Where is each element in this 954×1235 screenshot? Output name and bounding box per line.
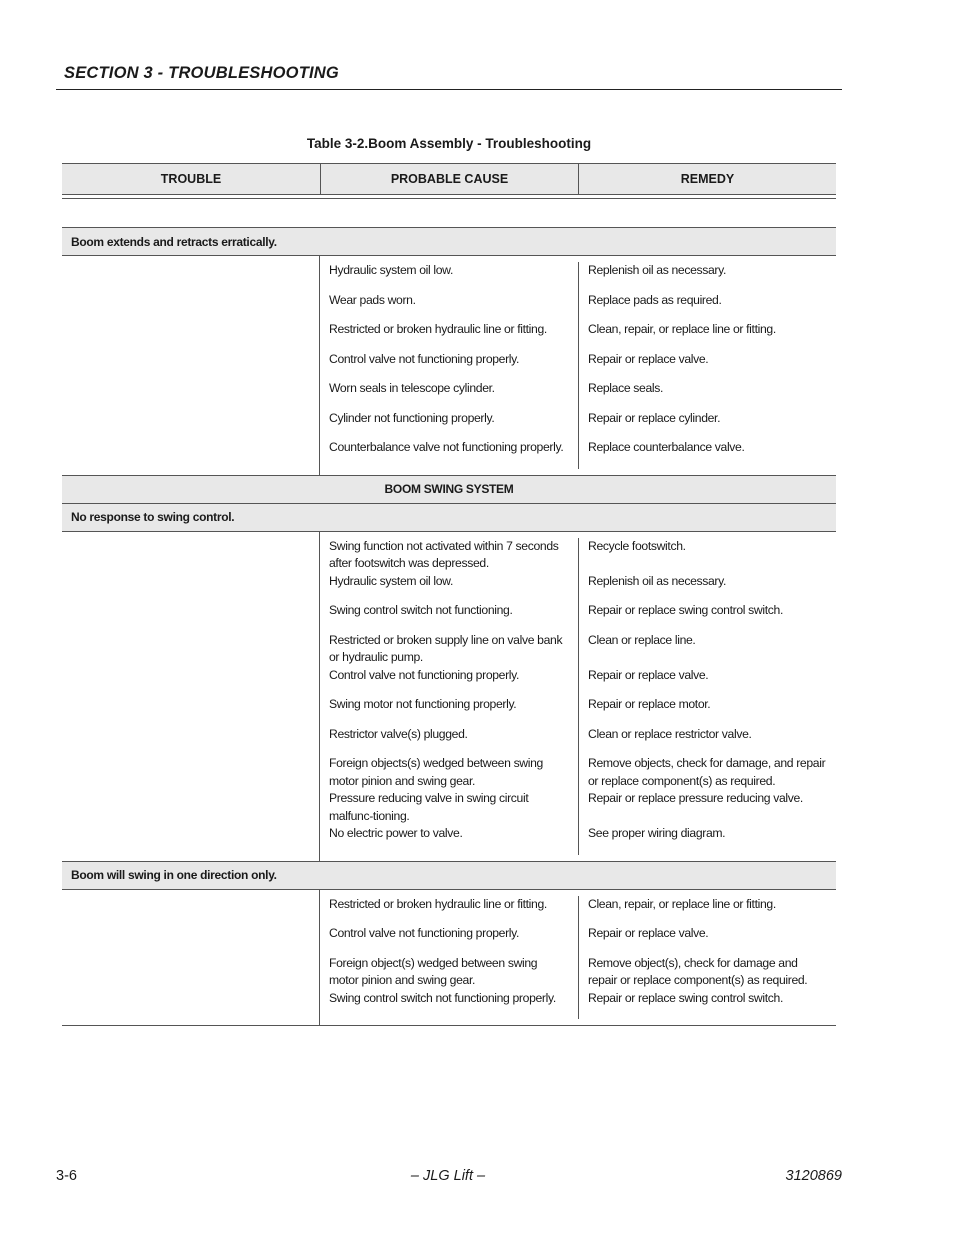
remedy-cell: Recycle footswitch. xyxy=(578,538,836,573)
remedy-cell: See proper wiring diagram. xyxy=(578,825,836,855)
table-row xyxy=(320,292,836,322)
table-row xyxy=(320,990,836,1020)
table-body-swing xyxy=(62,503,836,1027)
remedy-cell: Replenish oil as necessary. xyxy=(578,262,836,292)
remedy-cell: Repair or replace valve. xyxy=(578,667,836,697)
probable-cause-cell: Counterbalance valve not functioning properly. xyxy=(329,440,564,454)
probable-cause-cell: Foreign object(s) wedged between swing motor pinion and swing gear. xyxy=(329,955,538,987)
trouble-heading: No response to swing control. xyxy=(62,503,836,531)
cause-remedy-rows xyxy=(319,890,836,1026)
probable-cause-cell: Swing function not activated within 7 seconds after footswitch was depressed. xyxy=(329,538,559,570)
remedy-cell: Repair or replace swing control switch. xyxy=(578,990,836,1020)
table-row xyxy=(320,321,836,351)
doc-number: 3120869 xyxy=(785,1168,842,1184)
remedy-cell: Repair or replace valve. xyxy=(578,925,836,955)
table-row xyxy=(320,602,836,632)
table-row xyxy=(320,755,836,790)
probable-cause-cell: Hydraulic system oil low. xyxy=(329,573,453,588)
table-row xyxy=(320,410,836,440)
remedy-cell: Replace seals. xyxy=(578,380,836,410)
probable-cause-cell: Swing control switch not functioning properly. xyxy=(329,990,556,1005)
trouble-cell xyxy=(62,890,319,1026)
subsection-heading: BOOM SWING SYSTEM xyxy=(62,475,836,503)
trouble-cell xyxy=(62,256,319,475)
trouble-cell xyxy=(62,532,319,861)
probable-cause-cell: Swing control switch not functioning. xyxy=(329,603,513,617)
table-caption: Table 3-2.Boom Assembly - Troubleshooting xyxy=(306,136,592,151)
section-rule xyxy=(56,89,842,90)
table-row xyxy=(320,696,836,726)
trouble-group xyxy=(62,889,836,1027)
table-row xyxy=(320,538,836,573)
table-row xyxy=(320,667,836,697)
remedy-cell: Clean, repair, or replace line or fitting. xyxy=(578,321,836,351)
probable-cause-cell: Foreign objects(s) wedged between swing motor pinion and swing gear. xyxy=(329,756,543,788)
remedy-cell: Replace counterbalance valve. xyxy=(578,439,836,469)
probable-cause-cell: Hydraulic system oil low. xyxy=(329,263,453,277)
table-row xyxy=(320,790,836,825)
remedy-cell: Repair or replace motor. xyxy=(578,696,836,726)
remedy-cell: Replace pads as required. xyxy=(578,292,836,322)
remedy-cell: Clean or replace line. xyxy=(578,632,836,667)
table-row xyxy=(320,726,836,756)
troubleshooting-table xyxy=(62,163,836,1026)
header-probable-cause: PROBABLE CAUSE xyxy=(320,164,578,194)
trouble-group xyxy=(62,531,836,861)
remedy-cell: Repair or replace cylinder. xyxy=(578,410,836,440)
table-row xyxy=(320,896,836,926)
header-remedy: REMEDY xyxy=(578,164,836,194)
table-row xyxy=(320,632,836,667)
table-row xyxy=(320,573,836,603)
table-body xyxy=(62,227,836,475)
probable-cause-cell: Swing motor not functioning properly. xyxy=(329,697,517,711)
table-row xyxy=(320,955,836,990)
trouble-heading: Boom extends and retracts erratically. xyxy=(62,227,836,255)
header-trouble: TROUBLE xyxy=(160,172,222,186)
probable-cause-cell: Control valve not functioning properly. xyxy=(329,926,520,940)
remedy-cell: Clean or replace restrictor valve. xyxy=(578,726,836,756)
probable-cause-cell: Restrictor valve(s) plugged. xyxy=(329,726,468,741)
probable-cause-cell: Cylinder not functioning properly. xyxy=(329,410,495,425)
remedy-cell: Repair or replace pressure reducing valve. xyxy=(578,790,836,825)
probable-cause-cell: No electric power to valve. xyxy=(329,826,463,840)
trouble-group xyxy=(62,255,836,475)
remedy-cell: Remove objects, check for damage, and repair or replace component(s) as required. xyxy=(578,755,836,790)
cause-remedy-rows xyxy=(319,532,836,861)
probable-cause-cell: Pressure reducing valve in swing circuit malfunc-tioning. xyxy=(329,791,529,823)
table-row xyxy=(320,262,836,292)
probable-cause-cell: Worn seals in telescope cylinder. xyxy=(329,381,495,395)
table-row xyxy=(320,439,836,469)
remedy-cell: Repair or replace valve. xyxy=(578,351,836,381)
trouble-heading: Boom will swing in one direction only. xyxy=(62,861,836,889)
probable-cause-cell: Wear pads worn. xyxy=(329,292,416,307)
probable-cause-cell: Control valve not functioning properly. xyxy=(329,667,520,682)
table-row xyxy=(320,351,836,381)
remedy-cell: Replenish oil as necessary. xyxy=(578,573,836,603)
remedy-cell: Repair or replace swing control switch. xyxy=(578,602,836,632)
table-row xyxy=(320,825,836,855)
probable-cause-cell: Restricted or broken supply line on valve bank or hydraulic pump. xyxy=(329,632,563,664)
remedy-cell: Remove object(s), check for damage and repair or replace component(s) as required. xyxy=(578,955,836,990)
probable-cause-cell: Restricted or broken hydraulic line or fitting. xyxy=(329,322,547,336)
table-row xyxy=(320,925,836,955)
table-row xyxy=(320,380,836,410)
probable-cause-cell: Restricted or broken hydraulic line or fitting. xyxy=(329,896,547,911)
footer-brand: – JLG Lift – xyxy=(410,1168,486,1184)
section-title: SECTION 3 - TROUBLESHOOTING xyxy=(64,64,339,82)
page-number: 3-6 xyxy=(56,1168,77,1184)
cause-remedy-rows xyxy=(319,256,836,475)
table-header xyxy=(62,163,836,195)
remedy-cell: Clean, repair, or replace line or fitting. xyxy=(578,896,836,926)
probable-cause-cell: Control valve not functioning properly. xyxy=(329,351,520,366)
